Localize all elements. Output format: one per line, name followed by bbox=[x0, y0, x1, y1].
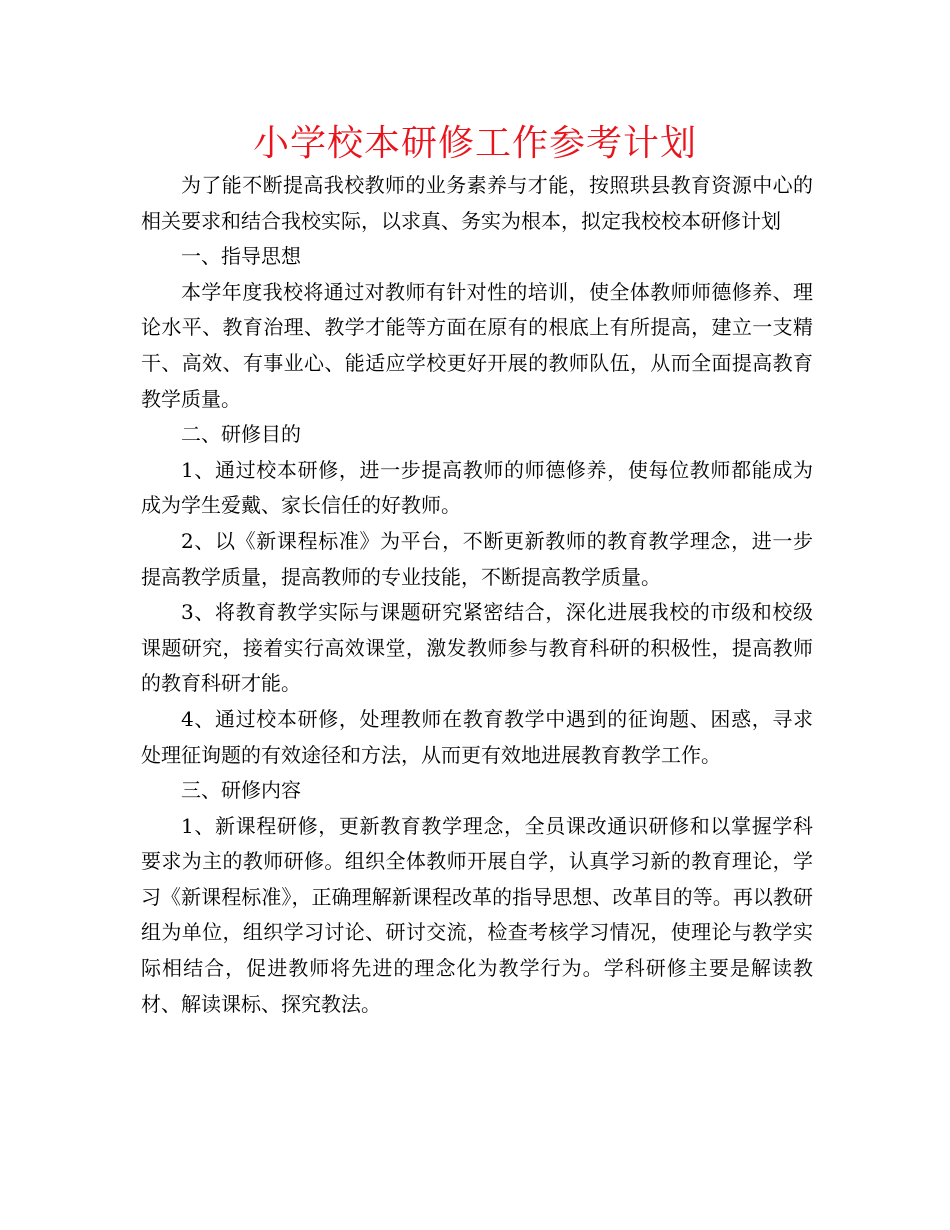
goal-item-4: 4、通过校本研修，处理教师在教育教学中遇到的征询题、困惑，寻求处理征询题的有效途径和方法，从而更有效地进展教育教学工作。 bbox=[141, 706, 813, 767]
goal-item-1: 1、通过校本研修，进一步提高教师的师德修养，使每位教师都能成为成为学生爱戴、家长信任的好教师。 bbox=[141, 457, 813, 518]
guiding-thought-paragraph: 本学年度我校将通过对教师有针对性的培训，使全体教师师德修养、理论水平、教育治理、教学才能等方面在原有的根底上有所提高，建立一支精干、高效、有事业心、能适应学校更好开展的教师队伍，从而全面提高教育教学质量。 bbox=[141, 279, 813, 411]
content-item-1: 1、新课程研修，更新教育教学理念，全员课改通识研修和以掌握学科要求为主的教师研修。组织全体教师开展自学，认真学习新的教育理论，学习《新课程标准》，正确理解新课程改革的指导思想、改革目的等。再以教研组为单位，组织学习讨论、研讨交流，检查考核学习情况，使理论与教学实际相结合，促进教师将先进的理念化为教学行为。学科研修主要是解读教材、解读课标、探究教法。 bbox=[141, 813, 813, 1016]
document-body bbox=[141, 168, 813, 1022]
section-heading-research-content: 三、研修内容 bbox=[181, 778, 301, 803]
goal-item-2: 2、以《新课程标准》为平台，不断更新教师的教育教学理念，进一步提高教学质量，提高教师的专业技能，不断提高教学质量。 bbox=[141, 528, 813, 589]
intro-paragraph: 为了能不断提高我校教师的业务素养与才能，按照珙县教育资源中心的相关要求和结合我校实际，以求真、务实为根本，拟定我校校本研修计划 bbox=[141, 173, 813, 233]
goal-item-3: 3、将教育教学实际与课题研究紧密结合，深化进展我校的市级和校级课题研究，接着实行高效课堂，激发教师参与教育科研的积极性，提高教师的教育科研才能。 bbox=[141, 600, 813, 696]
document-title: 小学校本研修工作参考计划 bbox=[252, 123, 697, 164]
section-heading-research-goals: 二、研修目的 bbox=[181, 422, 301, 447]
section-heading-guiding-thought: 一、指导思想 bbox=[181, 244, 301, 269]
